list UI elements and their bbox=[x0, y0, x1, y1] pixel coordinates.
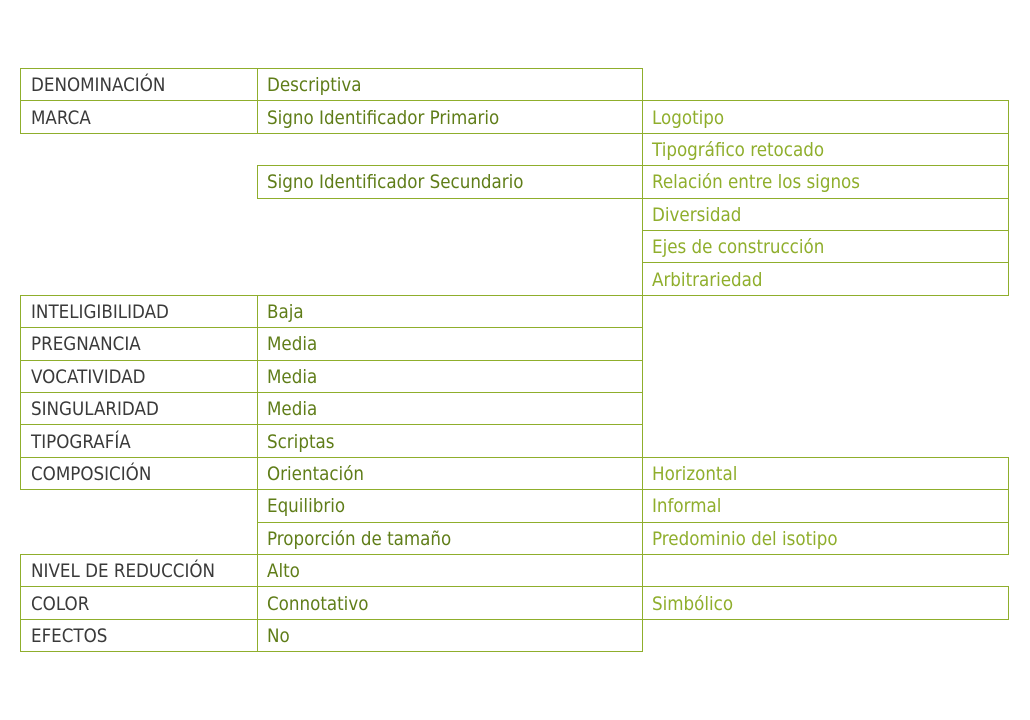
table-cell bbox=[20, 100, 258, 133]
table-cell bbox=[257, 522, 643, 555]
table-cell bbox=[20, 392, 258, 425]
table-cell bbox=[257, 68, 643, 101]
table-cell bbox=[257, 457, 643, 490]
table-cell bbox=[20, 295, 258, 328]
table-cell bbox=[642, 489, 1009, 522]
table-cell bbox=[257, 554, 643, 587]
table-cell bbox=[642, 457, 1009, 490]
row-value: Alto bbox=[267, 560, 300, 583]
table-cell bbox=[20, 424, 258, 457]
row-label: INTELIGIBILIDAD bbox=[31, 300, 169, 323]
row-detail: Arbitrariedad bbox=[652, 268, 763, 291]
row-value: Media bbox=[267, 333, 318, 356]
row-detail: Ejes de construcción bbox=[652, 236, 825, 259]
table-cell bbox=[20, 68, 258, 101]
row-value: Scriptas bbox=[267, 430, 335, 453]
table-cell bbox=[642, 586, 1009, 619]
table-cell bbox=[257, 327, 643, 360]
table-cell bbox=[257, 392, 643, 425]
table-cell bbox=[257, 360, 643, 393]
row-label: COMPOSICIÓN bbox=[31, 462, 152, 485]
row-detail: Informal bbox=[652, 495, 722, 518]
table-cell bbox=[20, 586, 258, 619]
table-cell bbox=[257, 100, 643, 133]
row-detail: Predominio del isotipo bbox=[652, 527, 838, 550]
table-cell bbox=[257, 489, 643, 522]
row-value: Connotativo bbox=[267, 592, 369, 615]
row-label: DENOMINACIÓN bbox=[31, 74, 166, 97]
row-detail: Relación entre los signos bbox=[652, 171, 860, 194]
table-cell bbox=[20, 619, 258, 652]
table-cell bbox=[642, 522, 1009, 555]
table-cell bbox=[642, 230, 1009, 263]
table-cell bbox=[20, 554, 258, 587]
table-cell bbox=[642, 100, 1009, 133]
table-cell bbox=[20, 457, 258, 490]
table-cell bbox=[257, 619, 643, 652]
table-cell bbox=[642, 133, 1009, 166]
row-value: Signo Identificador Secundario bbox=[267, 171, 524, 194]
row-label: VOCATIVIDAD bbox=[31, 365, 146, 388]
table-cell bbox=[642, 198, 1009, 231]
row-detail: Tipográfico retocado bbox=[652, 138, 825, 161]
row-value: Signo Identificador Primario bbox=[267, 106, 500, 129]
table-cell bbox=[20, 360, 258, 393]
table-cell bbox=[257, 424, 643, 457]
table-cell bbox=[257, 165, 643, 198]
table-cell bbox=[257, 586, 643, 619]
row-detail: Horizontal bbox=[652, 462, 738, 485]
table-cell bbox=[257, 295, 643, 328]
row-label: MARCA bbox=[31, 106, 91, 129]
row-label: NIVEL DE REDUCCIÓN bbox=[31, 560, 216, 583]
table-cell bbox=[20, 327, 258, 360]
row-value: No bbox=[267, 624, 290, 647]
row-label: COLOR bbox=[31, 592, 90, 615]
row-value: Equilibrio bbox=[267, 495, 346, 518]
row-label: PREGNANCIA bbox=[31, 333, 141, 356]
row-value: Orientación bbox=[267, 462, 365, 485]
row-label: EFECTOS bbox=[31, 624, 108, 647]
row-value: Descriptiva bbox=[267, 74, 362, 97]
table-cell bbox=[642, 262, 1009, 295]
row-detail: Diversidad bbox=[652, 203, 742, 226]
row-detail: Logotipo bbox=[652, 106, 725, 129]
row-label: TIPOGRAFÍA bbox=[31, 430, 131, 453]
row-value: Proporción de tamaño bbox=[267, 527, 452, 550]
row-value: Media bbox=[267, 398, 318, 421]
table-cell bbox=[642, 165, 1009, 198]
row-value: Baja bbox=[267, 300, 304, 323]
row-value: Media bbox=[267, 365, 318, 388]
row-label: SINGULARIDAD bbox=[31, 398, 159, 421]
row-detail: Simbólico bbox=[652, 592, 734, 615]
